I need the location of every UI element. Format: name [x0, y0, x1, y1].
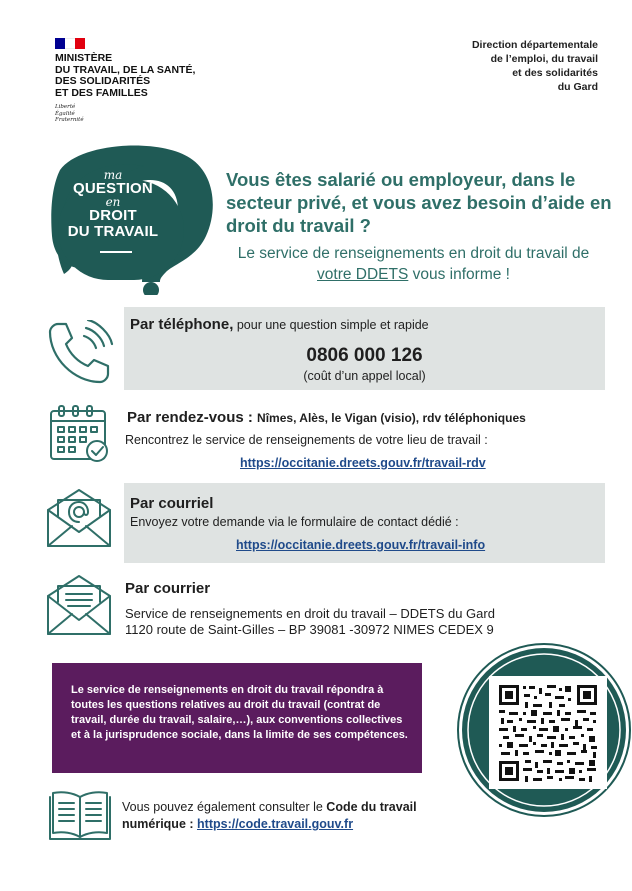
- logo-text: [58, 170, 168, 240]
- rdv-text: Rencontrez le service de renseignements de votre lieu de travail :: [125, 433, 488, 447]
- post-title: Par courrier: [125, 580, 211, 597]
- book-icon: [49, 787, 111, 843]
- logo-en: en: [105, 195, 121, 209]
- letter-envelope-icon: [46, 574, 112, 636]
- logo-droit: DROIT: [89, 207, 137, 224]
- email-text: Envoyez votre demande via le formulaire de contact dédié :: [130, 515, 459, 529]
- qr-code-icon: [489, 676, 607, 789]
- intro-headline: Vous êtes salarié ou employeur, dans le secteur privé, et vous avez besoin d’aide en droit du travail ?: [226, 169, 612, 236]
- intro-subtitle: Le service de renseignements en droit du travail de votre DDETS vous informe !: [237, 245, 590, 283]
- rdv-link[interactable]: https://occitanie.dreets.gouv.fr/travail-rdv: [240, 456, 486, 470]
- code-du-travail-text: Vous pouvez également consulter le Code du travail numérique : https://code.travail.gouv.fr: [122, 800, 417, 831]
- code-du-travail-link[interactable]: https://code.travail.gouv.fr: [197, 817, 354, 831]
- phone-icon: [44, 320, 114, 386]
- logo-question: QUESTION: [73, 180, 153, 197]
- email-link[interactable]: https://occitanie.dreets.gouv.fr/travail-info: [236, 538, 486, 552]
- direction-name: Direction départementale de l’emploi, du travail et des solidarités du Gard: [471, 39, 598, 93]
- phone-title: Par téléphone, pour une question simple et rapide: [130, 316, 429, 333]
- qr-code[interactable]: [489, 676, 607, 789]
- info-box-text: Le service de renseignements en droit du travail répondra à toutes les questions relatives au droit du travail (contrat de travail, durée du travail, salaire,…), aux conventions collectives et à la jurisprudence sociale, dans la limite de ses compétences.: [71, 684, 408, 741]
- post-address-line1: Service de renseignements en droit du travail – DDETS du Gard: [125, 606, 495, 621]
- republic-motto: Liberté Égalité Fraternité: [55, 104, 84, 123]
- logo-du-travail: DU TRAVAIL: [67, 223, 159, 240]
- post-address-line2: 1120 route de Saint-Gilles – BP 39081 -30972 NIMES CEDEX 9: [125, 622, 494, 637]
- ministry-name: MINISTÈRE DU TRAVAIL, DE LA SANTÉ, DES SOLIDARITÉS ET DES FAMILLES: [55, 52, 196, 99]
- email-title: Par courriel: [130, 495, 214, 512]
- phone-cost: (coût d’un appel local): [303, 369, 426, 383]
- email-envelope-icon: [46, 488, 112, 548]
- ddets-link[interactable]: votre DDETS: [317, 266, 409, 283]
- phone-number[interactable]: 0806 000 126: [306, 345, 423, 366]
- calendar-icon: [49, 405, 111, 463]
- republic-flag: [55, 38, 85, 49]
- rdv-title: Par rendez-vous : Nîmes, Alès, le Vigan (visio), rdv téléphoniques: [127, 409, 526, 426]
- logo-ma: ma: [103, 168, 123, 182]
